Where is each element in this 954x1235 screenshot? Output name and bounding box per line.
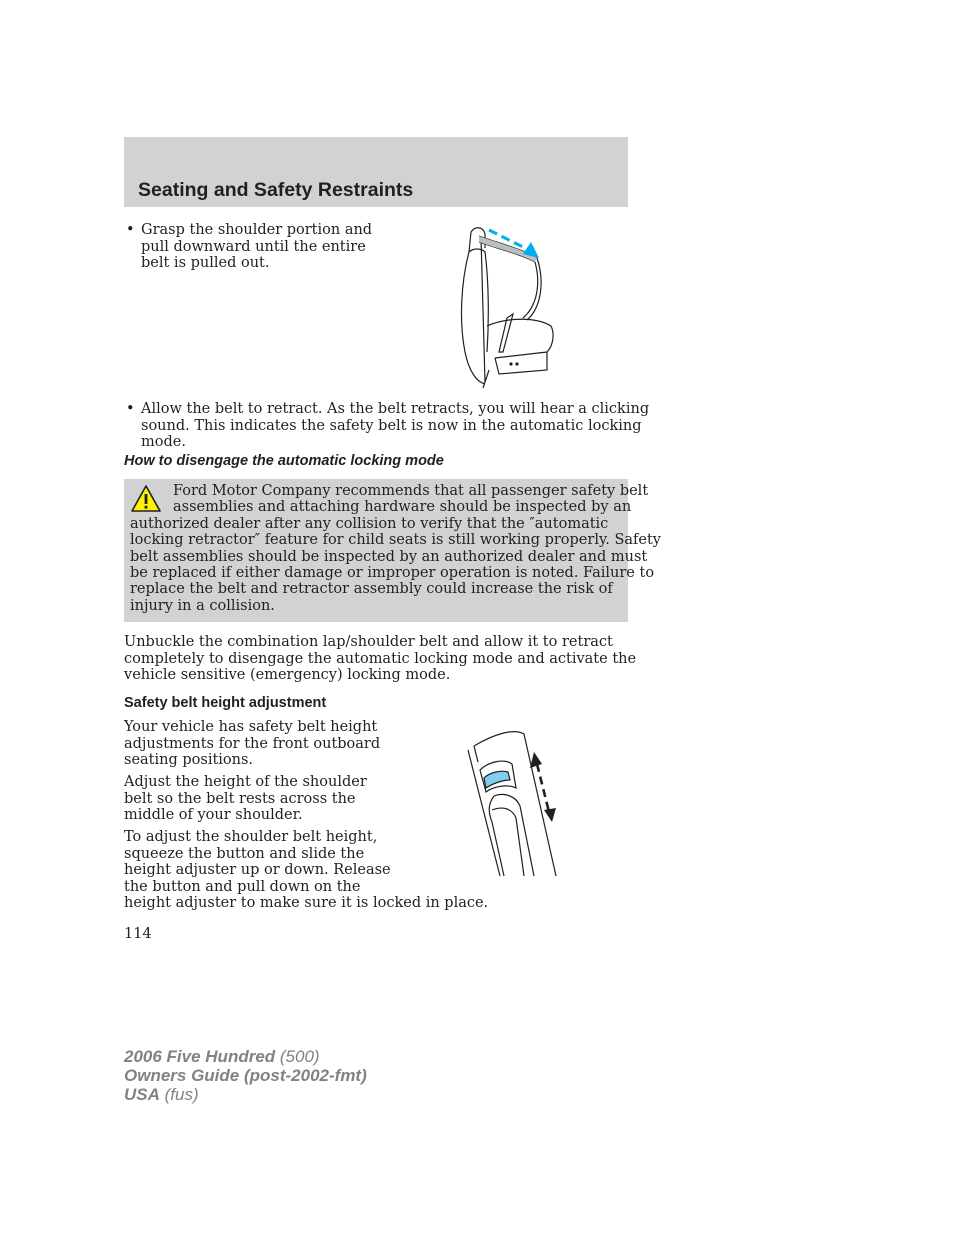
page-number: 114 — [124, 926, 152, 942]
warning-line: be replaced if either damage or improper operation is noted. Failure to — [130, 565, 655, 582]
paragraph-line: adjustments for the front outboard — [124, 735, 381, 752]
bullet-line: belt is pulled out. — [141, 255, 270, 271]
bullet-line: Grasp the shoulder portion and — [141, 222, 373, 238]
bullet-dot: • — [126, 401, 135, 417]
paragraph-line: height adjuster to make sure it is locked in place. — [124, 895, 489, 911]
paragraph-line: squeeze the button and slide the — [124, 845, 365, 862]
footer-guide: Owners Guide (post-2002-fmt) — [124, 1066, 367, 1085]
bullet-line: pull downward until the entire — [141, 238, 366, 255]
bullet-text — [141, 222, 372, 272]
footer-line — [124, 1085, 367, 1104]
paragraph-line: Your vehicle has safety belt height — [124, 719, 378, 735]
height-paragraph-1 — [124, 719, 380, 769]
paragraph-line: Unbuckle the combination lap/shoulder belt and allow it to retract — [124, 634, 613, 650]
paragraph-line: the button and pull down on the — [124, 878, 361, 895]
paragraph-line: middle of your shoulder. — [124, 807, 303, 823]
bullet-line: Allow the belt to retract. As the belt retracts, you will hear a clicking — [141, 401, 650, 417]
section-header-band — [124, 137, 628, 207]
disengage-paragraph — [124, 634, 636, 684]
footer-market: USA — [124, 1085, 160, 1104]
warning-line: belt assemblies should be inspected by an authorized dealer and must — [130, 548, 648, 565]
footer-line — [124, 1047, 367, 1066]
paragraph-line: completely to disengage the automatic locking mode and activate the — [124, 650, 637, 667]
bullet-line: mode. — [141, 434, 186, 450]
section-title: Seating and Safety Restraints — [138, 179, 414, 201]
warning-text — [130, 483, 661, 614]
bullet-line: sound. This indicates the safety belt is now in the automatic locking — [141, 417, 642, 434]
bullet-dot: • — [126, 222, 135, 238]
footer-model: 2006 Five Hundred — [124, 1047, 276, 1066]
paragraph-line: seating positions. — [124, 752, 254, 768]
height-paragraph-3 — [124, 829, 488, 912]
footer-model-code: (500) — [275, 1047, 320, 1066]
warning-line: locking retractor″ feature for child seats is still working properly. Safety — [130, 532, 661, 549]
bullet-text — [141, 401, 649, 451]
height-paragraph-2 — [124, 774, 367, 824]
footer-market-code: (fus) — [159, 1085, 199, 1104]
paragraph-line: height adjuster up or down. Release — [124, 862, 391, 878]
height-adjuster-illustration — [464, 726, 560, 878]
seat-belt-pull-illustration — [455, 222, 565, 390]
footer-line — [124, 1066, 367, 1085]
document-footer — [124, 1047, 367, 1104]
height-adjustment-heading: Safety belt height adjustment — [124, 695, 327, 711]
warning-line: assemblies and attaching hardware should be inspected by an — [173, 499, 632, 516]
warning-line: replace the belt and retractor assembly could increase the risk of — [130, 581, 613, 598]
paragraph-line: To adjust the shoulder belt height, — [124, 829, 378, 845]
paragraph-line: vehicle sensitive (emergency) locking mode. — [124, 667, 451, 683]
warning-line: injury in a collision. — [130, 597, 275, 614]
paragraph-line: belt so the belt rests across the — [124, 790, 356, 807]
warning-line: authorized dealer after any collision to verify that the ″automatic — [130, 515, 609, 532]
paragraph-line: Adjust the height of the shoulder — [124, 774, 367, 790]
warning-box — [124, 479, 661, 622]
disengage-heading: How to disengage the automatic locking mode — [124, 453, 444, 469]
warning-line: Ford Motor Company recommends that all passenger safety belt — [173, 483, 649, 499]
